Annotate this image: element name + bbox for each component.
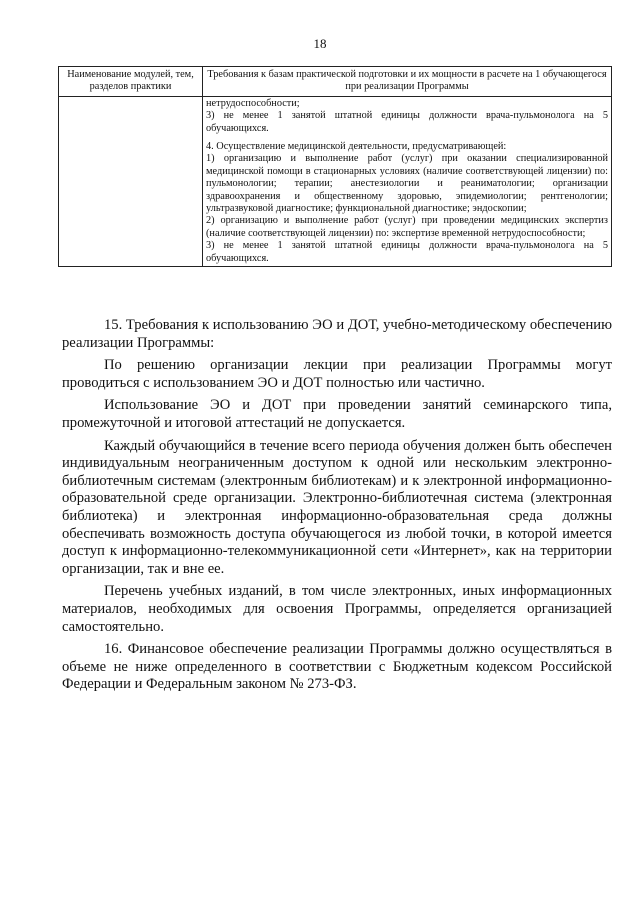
requirements-table — [58, 66, 612, 267]
table-line: 2) организацию и выполнение работ (услуг) при проведении медицинских экспертиз (наличие соответствующей лицензии) по: экспертизе временной нетрудоспособности; — [206, 215, 608, 239]
page-number: 18 — [313, 36, 327, 51]
table-header-modules: Наименование модулей, тем, разделов практики — [59, 67, 203, 97]
table-line: нетрудоспособности; — [206, 97, 300, 109]
paragraph: По решению организации лекции при реализации Программы могут проводиться с использованием ЭО и ДОТ полностью или частично. — [62, 357, 612, 391]
paragraph: 16. Финансовое обеспечение реализации Программы должно осуществляться в объеме не ниже определенного в соответствии с Бюджетным кодексом Российской Федерации и Федеральным законом № 273-ФЗ. — [62, 641, 612, 693]
table-line: 1) организацию и выполнение работ (услуг) при оказании специализированной медицинской помощи в стационарных условиях (наличие соответствующей лицензии) по: пульмонологии; терапии; анестезиологии и реаниматологии; организации здравоохранения и общественному здоровью, эпидемиологии; рентгенологии; ультразвуковой диагностике; функциональной диагностике; эндоскопии; — [206, 153, 608, 215]
table-line: 4. Осуществление медицинской деятельности, предусматривающей: — [206, 141, 507, 153]
table-row — [59, 96, 612, 266]
paragraph: Каждый обучающийся в течение всего периода обучения должен быть обеспечен индивидуальным неограниченным доступом к одной или нескольким электронно-библиотечным системам (электронным библиотекам) и к электронной информационно-образовательной среде организации. Электронно-библиотечная система (электронная библиотека) и электронная информационно-образовательная среда должны обеспечивать возможность доступа обучающегося из любой точки, в которой имеется доступ к информационно-телекоммуникационной сети «Интернет», как на территории организации, так и вне ее. — [62, 437, 612, 577]
paragraph: 15. Требования к использованию ЭО и ДОТ, учебно-методическому обеспечению реализации Программы: — [62, 317, 612, 351]
paragraph: Перечень учебных изданий, в том числе электронных, иных информационных материалов, необходимых для освоения Программы, определяется организацией самостоятельно. — [62, 583, 612, 635]
table-cell-empty — [59, 96, 203, 266]
table-line: 3) не менее 1 занятой штатной единицы должности врача-пульмонолога на 5 обучающихся. — [206, 240, 608, 264]
table-line: 3) не менее 1 занятой штатной единицы должности врача-пульмонолога на 5 обучающихся. — [206, 110, 608, 134]
table-header-row — [59, 67, 612, 97]
table-header-requirements: Требования к базам практической подготовки и их мощности в расчете на 1 обучающегося при реализации Программы — [203, 67, 612, 97]
table-cell-block-1 — [203, 96, 612, 266]
body-text — [62, 317, 612, 699]
paragraph: Использование ЭО и ДОТ при проведении занятий семинарского типа, промежуточной и итоговой аттестаций не допускается. — [62, 397, 612, 431]
